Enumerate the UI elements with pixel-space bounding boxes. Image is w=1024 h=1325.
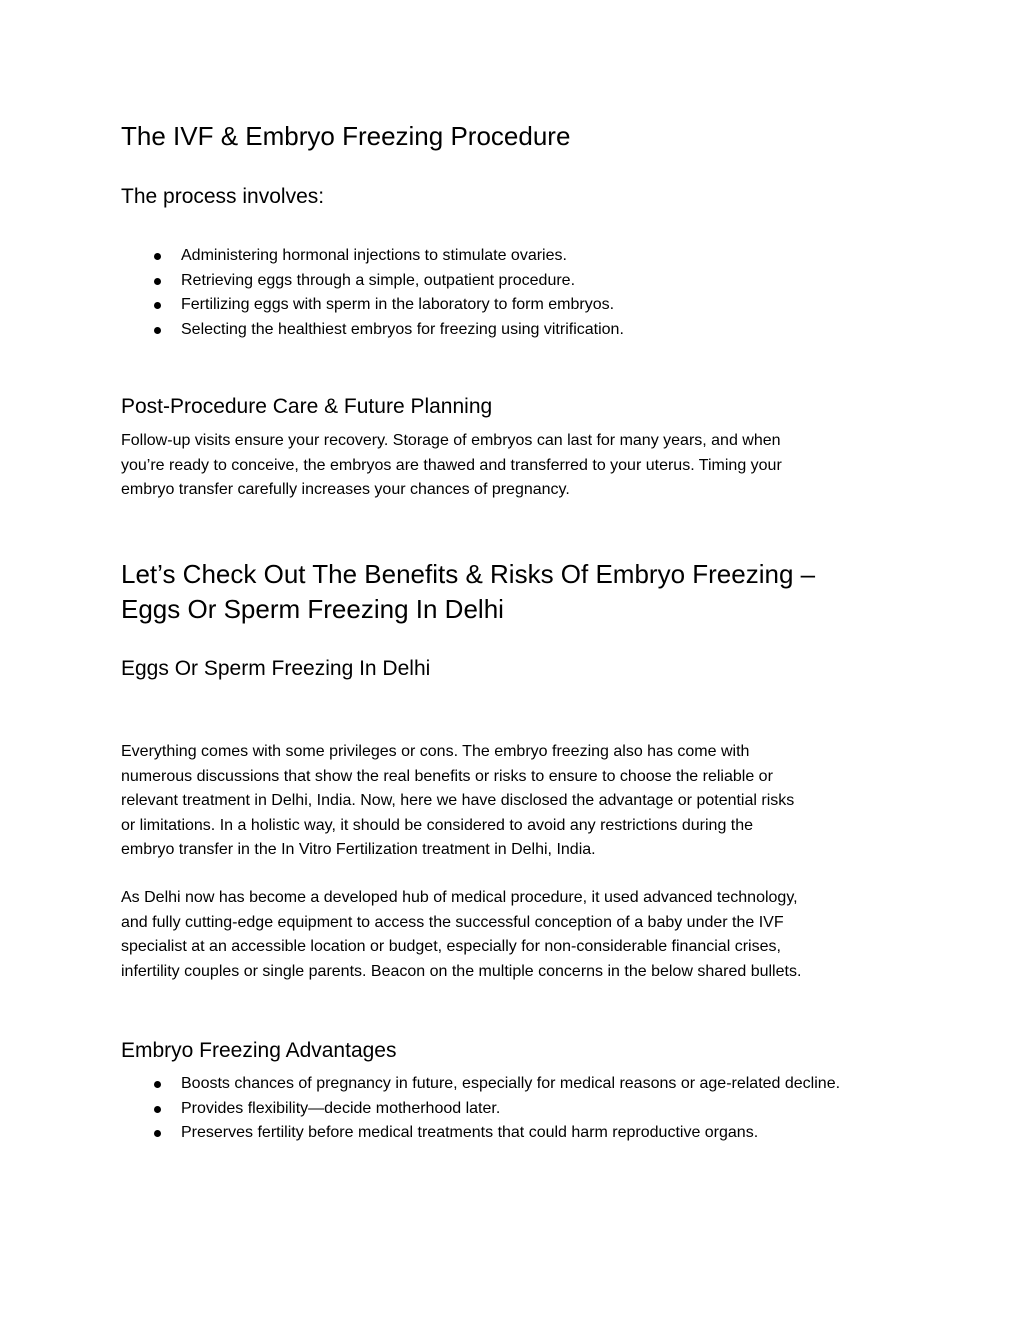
paragraph-line: and fully cutting-edge equipment to access the successful conception of a baby under the IVF	[121, 913, 784, 931]
bullet-icon	[154, 1081, 161, 1088]
bullet-icon	[154, 1130, 161, 1137]
paragraph-line: specialist at an accessible location or budget, especially for non-considerable financial crises,	[121, 938, 781, 955]
heading-ivf-procedure: The IVF & Embryo Freezing Procedure	[121, 121, 571, 151]
list-item: Fertilizing eggs with sperm in the laboratory to form embryos.	[121, 293, 624, 318]
paragraph-line: Follow-up visits ensure your recovery. Storage of embryos can last for many years, and when	[121, 432, 781, 449]
paragraph-line: or limitations. In a holistic way, it should be considered to avoid any restrictions during the	[121, 816, 754, 834]
subheading-eggs-sperm-delhi: Eggs Or Sperm Freezing In Delhi	[121, 657, 431, 680]
list-item: Administering hormonal injections to stimulate ovaries.	[121, 244, 624, 269]
list-item: Selecting the healthiest embryos for freezing using vitrification.	[121, 318, 624, 343]
list-item: Preserves fertility before medical treatments that could harm reproductive organs.	[121, 1121, 881, 1146]
advantages-list	[121, 1072, 881, 1146]
bullet-icon	[154, 302, 161, 309]
bullet-icon	[154, 327, 161, 334]
paragraph-line: you’re ready to conceive, the embryos are thawed and transferred to your uterus. Timing your	[121, 456, 782, 474]
heading-advantages: Embryo Freezing Advantages	[121, 1039, 397, 1062]
list-item: Retrieving eggs through a simple, outpatient procedure.	[121, 269, 624, 294]
paragraph-line: relevant treatment in Delhi, India. Now, here we have disclosed the advantage or potential risks	[121, 792, 795, 809]
paragraph-line: Everything comes with some privileges or cons. The embryo freezing also has come with	[121, 743, 750, 760]
paragraph-line: numerous discussions that show the real benefits or risks to ensure to choose the reliable or	[121, 767, 773, 785]
paragraph-line: As Delhi now has become a developed hub of medical procedure, it used advanced technology,	[121, 889, 798, 906]
subheading-process-involves: The process involves:	[121, 185, 325, 208]
heading-benefits-risks-line2: Eggs Or Sperm Freezing In Delhi	[121, 594, 504, 624]
process-list	[121, 244, 624, 342]
list-item: Boosts chances of pregnancy in future, especially for medical reasons or age-related decline.	[121, 1072, 881, 1097]
paragraph-line: infertility couples or single parents. Beacon on the multiple concerns in the below shared bullets.	[121, 962, 802, 980]
heading-post-procedure: Post-Procedure Care & Future Planning	[121, 395, 493, 418]
bullet-icon	[154, 1106, 161, 1113]
paragraph-line: embryo transfer carefully increases your chances of pregnancy.	[121, 481, 570, 498]
heading-benefits-risks-line1: Let’s Check Out The Benefits & Risks Of Embryo Freezing –	[121, 559, 816, 589]
bullet-icon	[154, 253, 161, 260]
paragraph-line: embryo transfer in the In Vitro Fertilization treatment in Delhi, India.	[121, 841, 596, 858]
list-item: Provides flexibility—decide motherhood later.	[121, 1097, 881, 1122]
bullet-icon	[154, 278, 161, 285]
